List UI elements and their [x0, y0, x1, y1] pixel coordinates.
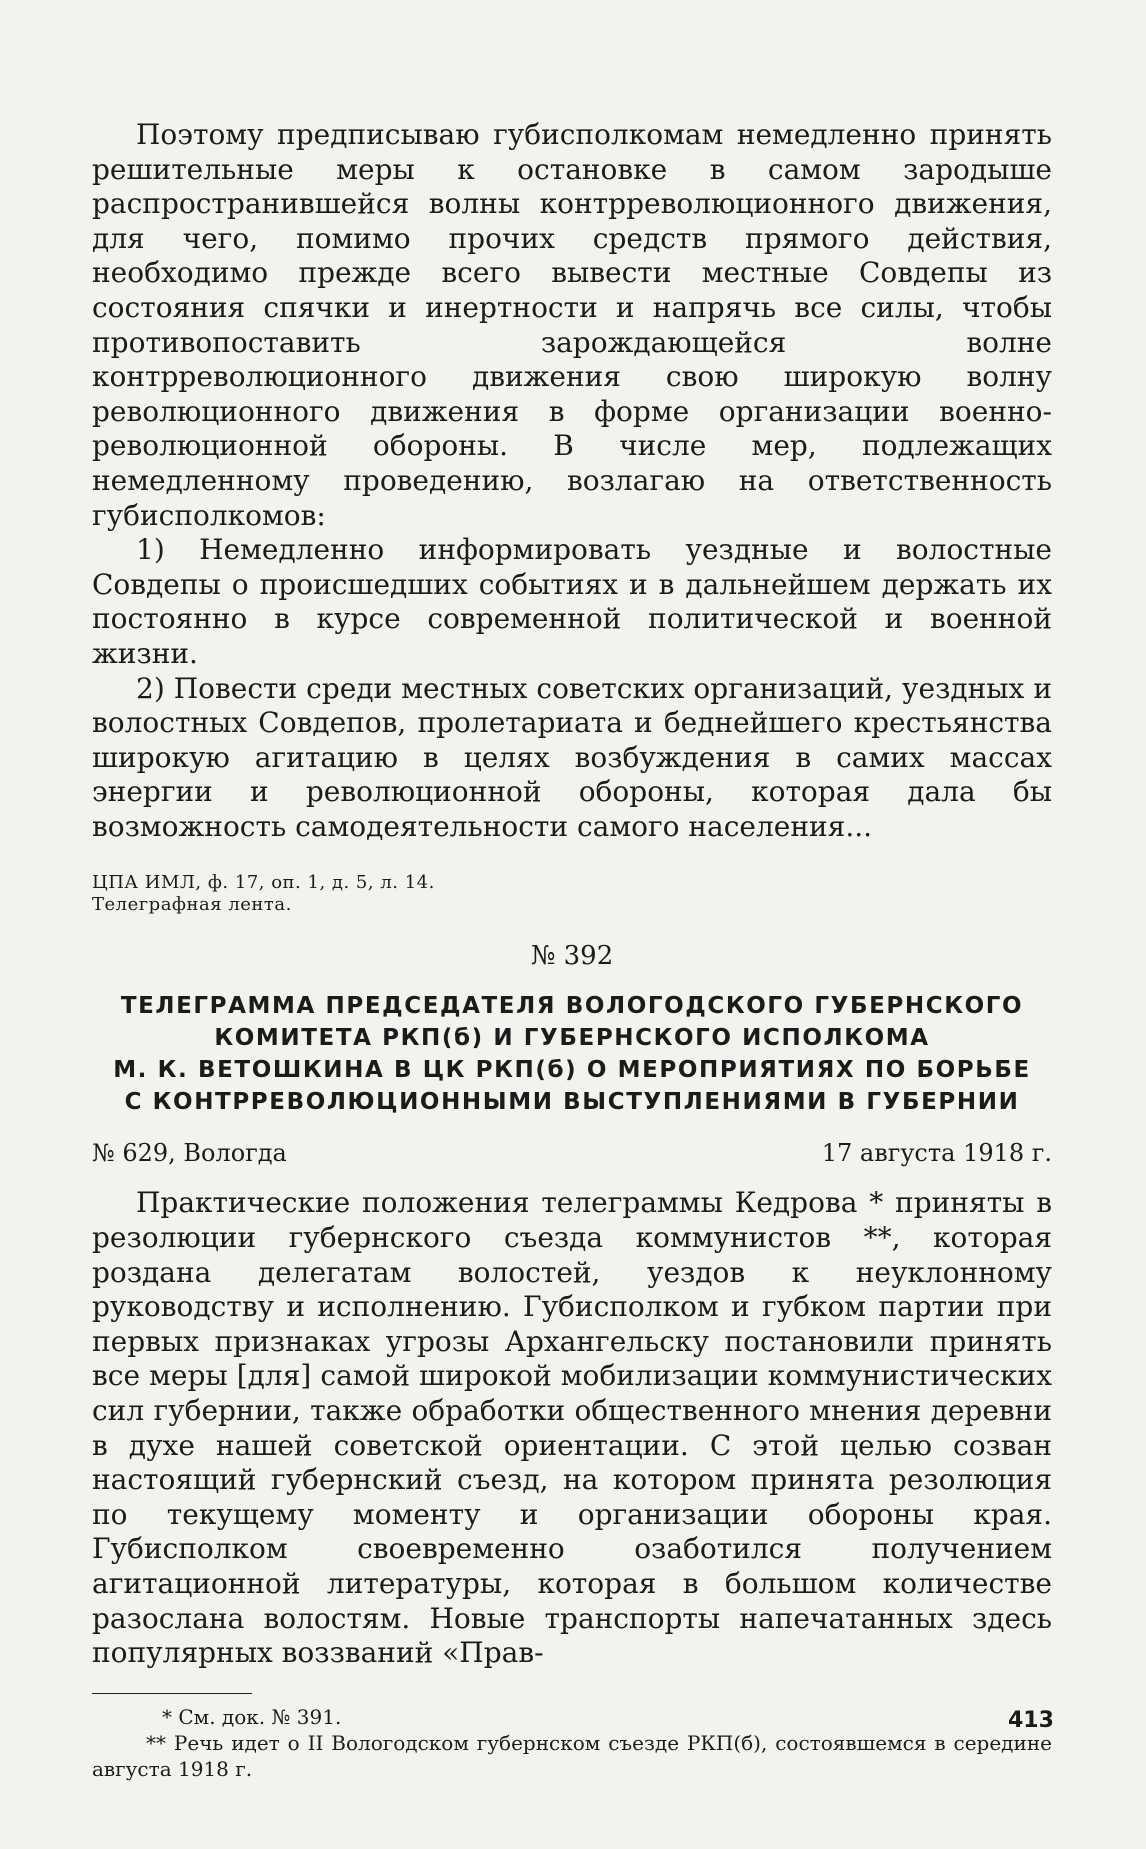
source-medium: Телеграфная лента.	[92, 894, 292, 916]
source-reference: ЦПА ИМЛ, ф. 17, оп. 1, д. 5, л. 14.	[92, 872, 435, 894]
document-date: 17 августа 1918 г.	[821, 1139, 1052, 1168]
document-body: Практические положения телеграммы Кедрова * приняты в резолюции губернского съезда коммунистов **, которая роздана делегатам волостей, уездов к неуклонному руководству и исполнению. Губисполком и губком партии при первых признаках угрозы Архангельску постановили принять все меры [для] самой широкой мобилизации коммунистических сил губернии, также обработки общественного мнения деревни в духе нашей советской ориентации. С этой целью созван настоящий губернский съезд, на котором принята резолюция по текущему моменту и организации обороны края. Губисполком своевременно озаботился получением агитационной литературы, которая в большом количестве разослана волостям. Новые транспорты напечатанных здесь популярных воззваний «Прав-	[92, 1186, 1052, 1670]
footnote: * См. док. № 391.	[162, 1704, 342, 1729]
text-paragraph: 2) Повести среди местных советских организаций, уездных и волостных Совдепов, пролетариата и беднейшего крестьянства широкую агитацию в целях возбуждения в самих массах энергии и революционной обороны, которая дала бы возможность самодеятельности самого населения...	[92, 671, 1052, 843]
title-line: КОМИТЕТА РКП(б) И ГУБЕРНСКОГО ИСПОЛКОМА	[214, 1025, 930, 1052]
document-number: № 392	[530, 941, 614, 972]
text-paragraph: 1) Немедленно информировать уездные и волостные Совдепы о происшедших событиях и в дальнейшем держать их постоянно в курсе современной политической и военной жизни.	[92, 533, 1052, 670]
document-place: № 629, Вологда	[92, 1139, 287, 1168]
document-title	[92, 990, 1052, 1118]
page-number: 413	[1008, 1708, 1054, 1733]
text-paragraph: Поэтому предписываю губисполкомам немедленно принять решительные меры к остановке в самом зародыше распространившейся волны контрреволюционного движения, для чего, помимо прочих средств прямого действия, необходимо прежде всего вывести местные Совдепы из состояния спячки и инертности и напрячь все силы, чтобы противопоставить зарождающейся волне контрреволюционного движения свою широкую волну революционного движения в форме организации военно-революционной обороны. В числе мер, подлежащих немедленному проведению, возлагаю на ответственность губисполкомов:	[92, 118, 1052, 532]
title-line: М. К. ВЕТОШКИНА В ЦК РКП(б) О МЕРОПРИЯТИЯХ ПО БОРЬБЕ	[113, 1057, 1031, 1084]
title-line: С КОНТРРЕВОЛЮЦИОННЫМИ ВЫСТУПЛЕНИЯМИ В ГУБЕРНИИ	[124, 1089, 1020, 1116]
title-line: ТЕЛЕГРАММА ПРЕДСЕДАТЕЛЯ ВОЛОГОДСКОГО ГУБЕРНСКОГО	[120, 993, 1024, 1020]
footnote-divider	[92, 1693, 252, 1694]
page-content	[92, 118, 1052, 1782]
archive-source	[92, 872, 1052, 916]
document-meta	[92, 1136, 1052, 1170]
footnote: ** Речь идет о II Вологодском губернском съезде РКП(б), состоявшемся в середине августа 1918 г.	[92, 1730, 1052, 1781]
